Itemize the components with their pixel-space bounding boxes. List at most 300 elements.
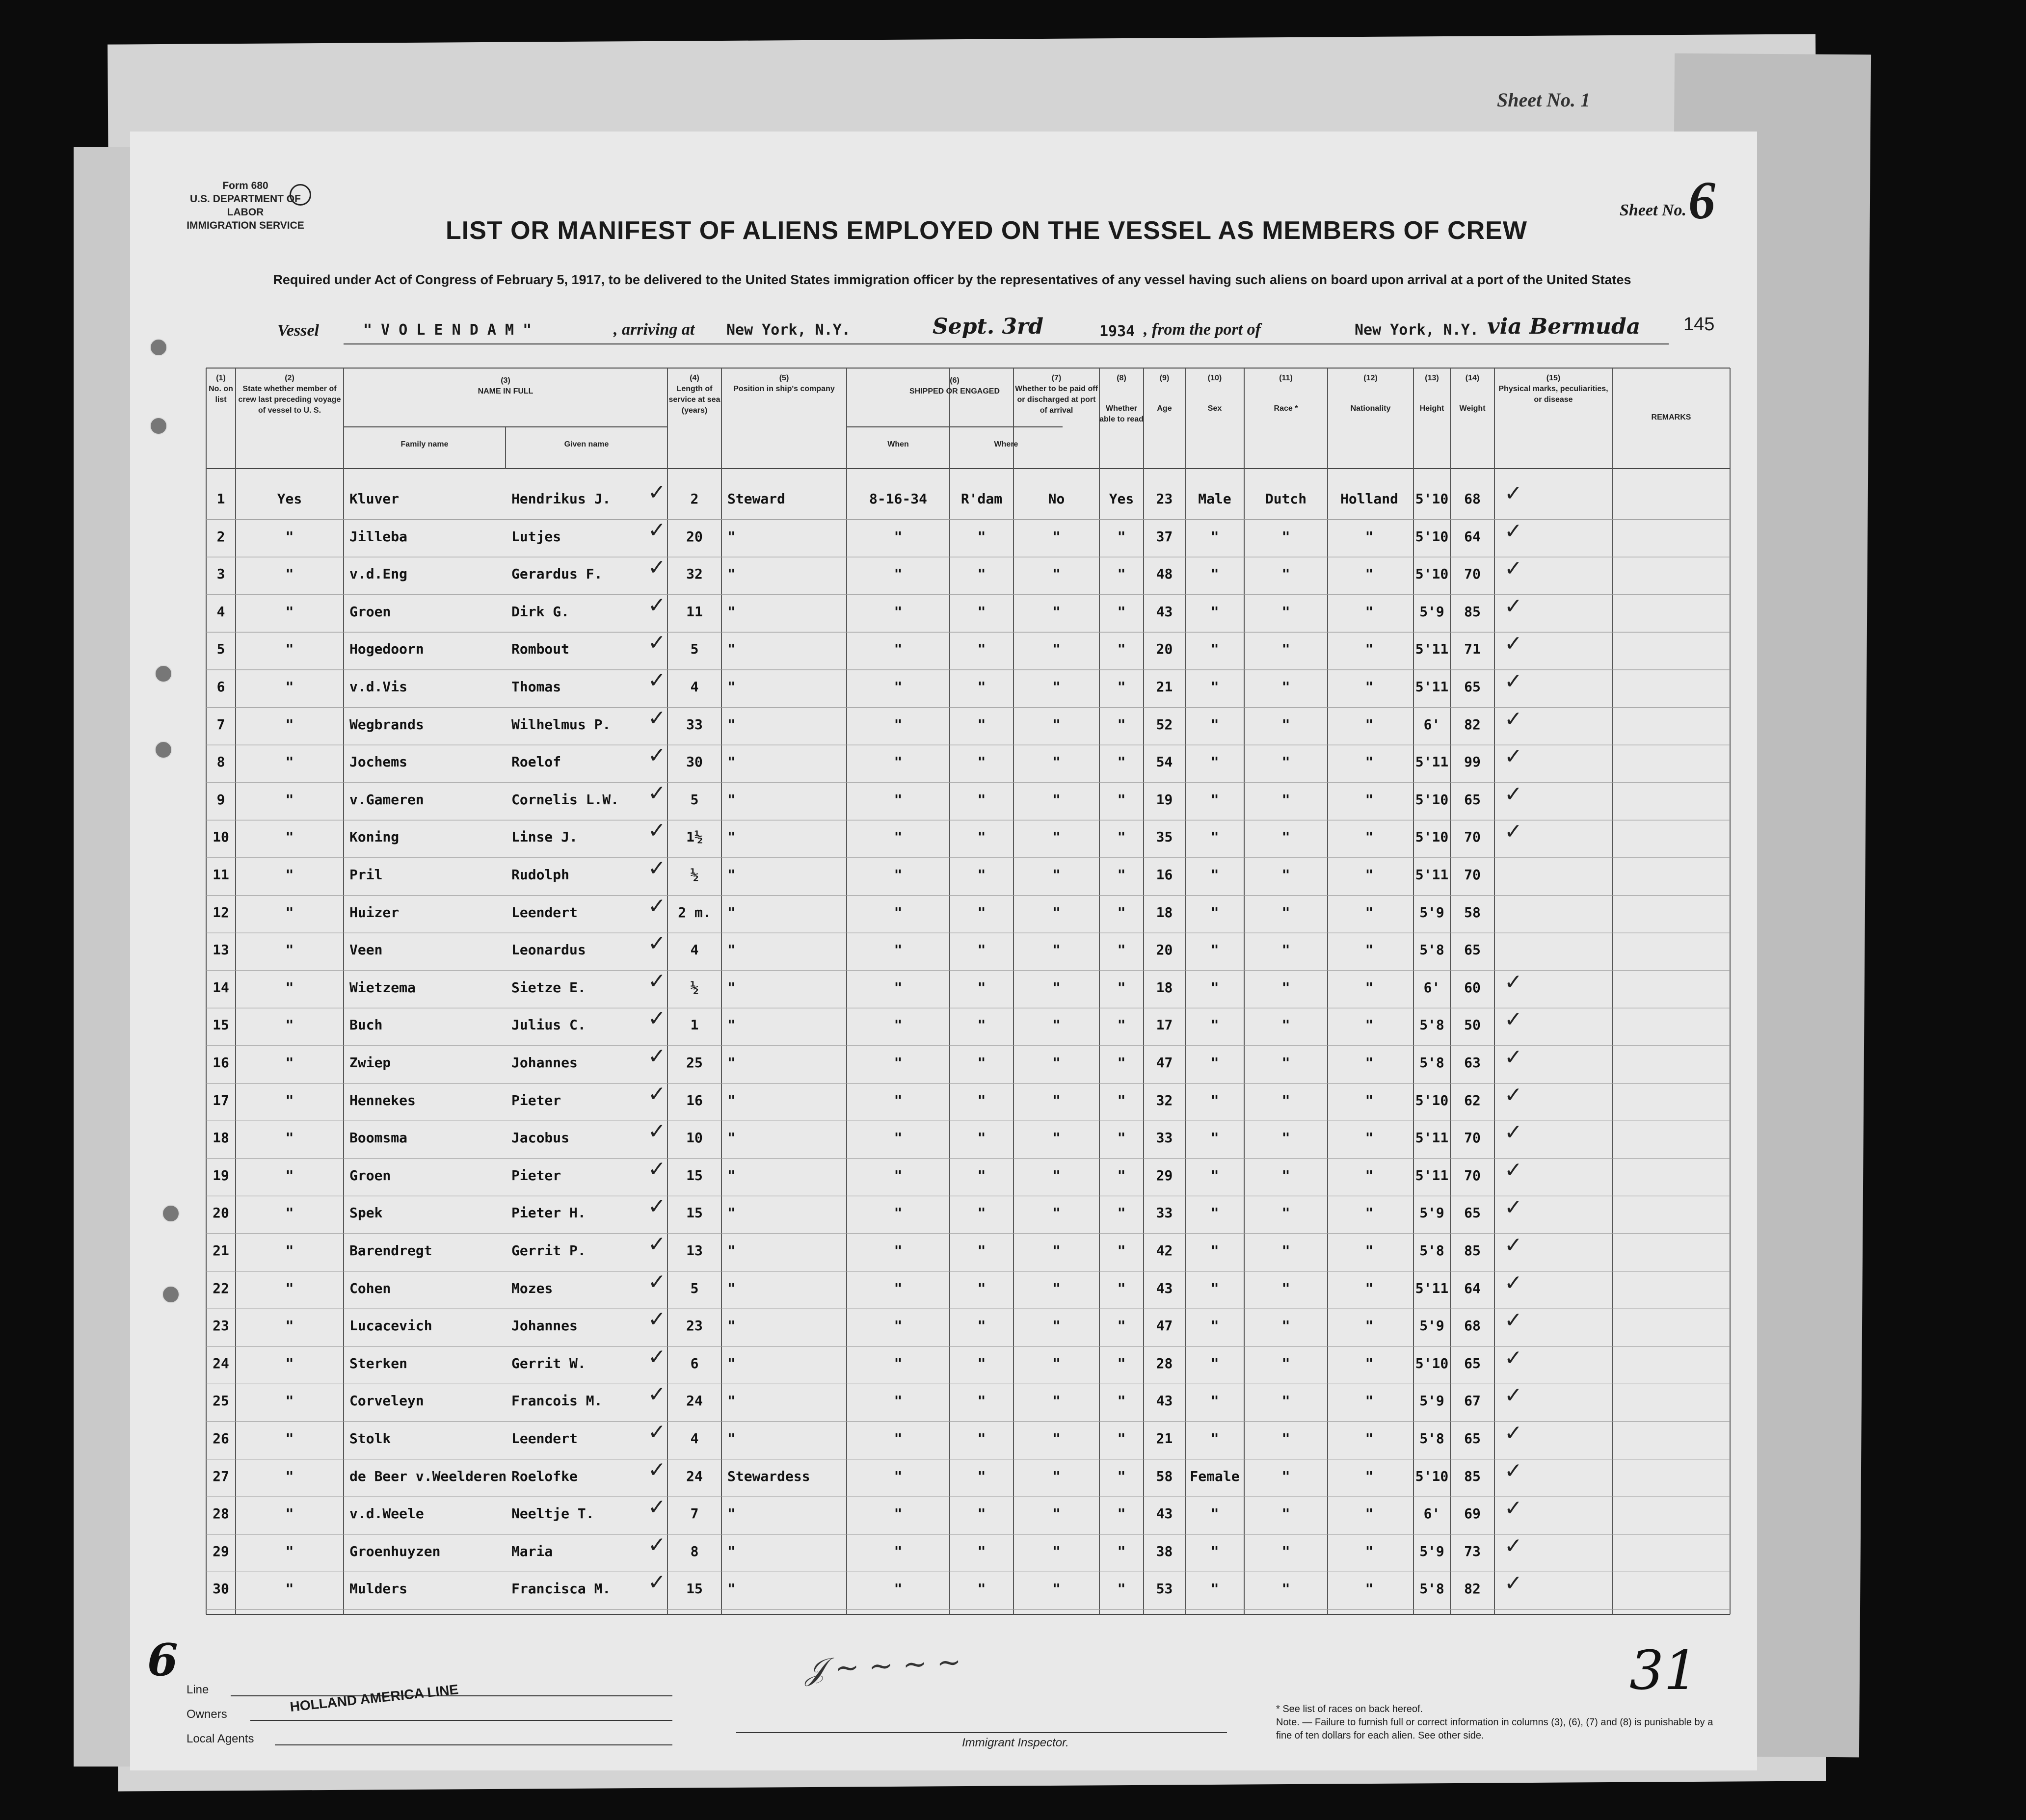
cell-when: "	[894, 1543, 903, 1559]
cell-position: "	[727, 528, 736, 545]
cell-nationality: "	[1365, 716, 1374, 733]
cell-paid: "	[1052, 641, 1061, 658]
cell-read: "	[1117, 791, 1126, 808]
cell-paid: "	[1052, 1355, 1061, 1372]
cell-service: 23	[686, 1318, 703, 1334]
column-header	[1099, 373, 1144, 425]
sheet-number-value: 6	[1688, 170, 1715, 230]
cell-no: 18	[213, 1130, 229, 1146]
cell-sex: "	[1210, 1055, 1219, 1071]
cell-weight: 99	[1464, 754, 1481, 770]
cell-age: 43	[1156, 1505, 1173, 1522]
cell-race: "	[1281, 1167, 1290, 1184]
verification-check-icon: ✓	[648, 968, 666, 994]
cell-read: "	[1117, 1505, 1126, 1522]
cell-when: "	[894, 641, 903, 658]
cell-position: "	[727, 1130, 736, 1146]
cell-sex: "	[1210, 1280, 1219, 1296]
cell-height: 5'8	[1419, 1017, 1444, 1033]
cell-no: 21	[213, 1242, 229, 1259]
cell-sex: "	[1210, 1092, 1219, 1108]
physical-marks-check: ✓	[1504, 518, 1522, 544]
cell-where: "	[977, 566, 986, 582]
cell-read: "	[1117, 1130, 1126, 1146]
cell-where: "	[977, 829, 986, 845]
cell-paid: "	[1052, 1543, 1061, 1559]
cell-race: "	[1281, 1505, 1290, 1522]
column-header	[1612, 412, 1730, 423]
cell-nationality: "	[1365, 1130, 1374, 1146]
cell-when: "	[894, 1280, 903, 1296]
cell-nationality: "	[1365, 566, 1374, 582]
sheet-number-label: Sheet No.	[1620, 201, 1686, 219]
column-number: (2)	[285, 374, 294, 382]
cell-race: "	[1281, 716, 1290, 733]
cell-height: 5'10	[1415, 566, 1449, 582]
cell-family: Jochems	[349, 754, 408, 770]
physical-marks-check: ✓	[1504, 1195, 1522, 1220]
cell-when: "	[894, 1505, 903, 1522]
column-label: Weight	[1459, 404, 1486, 413]
cell-age: 18	[1156, 904, 1173, 921]
cell-read: "	[1117, 867, 1126, 883]
cell-service: 24	[686, 1468, 703, 1484]
cell-position: "	[727, 1505, 736, 1522]
cell-read: "	[1117, 566, 1126, 582]
cell-position: "	[727, 1017, 736, 1033]
cell-read: "	[1117, 1167, 1126, 1184]
cell-family: Sterken	[349, 1355, 408, 1372]
cell-paid: "	[1052, 603, 1061, 620]
column-number: (3)	[501, 376, 510, 385]
cell-when: "	[894, 566, 903, 582]
cell-prev: "	[285, 867, 294, 883]
column-label: NAME IN FULL	[478, 387, 533, 396]
cell-given: Johannes	[511, 1318, 578, 1334]
cell-service: 13	[686, 1242, 703, 1259]
cell-height: 5'10	[1415, 528, 1449, 545]
cell-family: Stolk	[349, 1430, 391, 1447]
cell-sex: "	[1210, 528, 1219, 545]
cell-sex: "	[1210, 716, 1219, 733]
cell-read: "	[1117, 1280, 1126, 1296]
cell-paid: "	[1052, 716, 1061, 733]
cell-when: "	[894, 679, 903, 695]
cell-nationality: "	[1365, 867, 1374, 883]
cell-prev: "	[285, 1205, 294, 1221]
cell-where: "	[977, 754, 986, 770]
cell-height: 5'9	[1419, 1318, 1444, 1334]
cell-given: Pieter	[511, 1092, 561, 1108]
cell-race: "	[1281, 1430, 1290, 1447]
cell-age: 47	[1156, 1055, 1173, 1071]
cell-family: Buch	[349, 1017, 383, 1033]
cell-when: "	[894, 1355, 903, 1372]
cell-no: 2	[216, 528, 225, 545]
cell-weight: 70	[1464, 1130, 1481, 1146]
cell-height: 5'11	[1415, 1130, 1449, 1146]
cell-no: 28	[213, 1505, 229, 1522]
cell-race: "	[1281, 979, 1290, 996]
cell-position: "	[727, 1355, 736, 1372]
column-number: (9)	[1159, 374, 1170, 382]
cell-nationality: "	[1365, 679, 1374, 695]
cell-family: Corveleyn	[349, 1393, 424, 1409]
cell-position: "	[727, 641, 736, 658]
cell-race: "	[1281, 829, 1290, 845]
cell-weight: 65	[1464, 1355, 1481, 1372]
cell-paid: "	[1052, 791, 1061, 808]
column-label: Given name	[564, 440, 609, 448]
cell-weight: 65	[1464, 791, 1481, 808]
cell-weight: 71	[1464, 641, 1481, 658]
cell-given: Julius C.	[511, 1017, 586, 1033]
cell-paid: "	[1052, 979, 1061, 996]
cell-height: 5'9	[1419, 603, 1444, 620]
column-header	[506, 439, 667, 450]
cell-service: ½	[690, 979, 699, 996]
cell-race: "	[1281, 603, 1290, 620]
cell-age: 58	[1156, 1468, 1173, 1484]
cell-family: Boomsma	[349, 1130, 408, 1146]
cell-sex: "	[1210, 1355, 1219, 1372]
physical-marks-check: ✓	[1504, 969, 1522, 995]
cell-when: "	[894, 1468, 903, 1484]
cell-service: 15	[686, 1581, 703, 1597]
cell-where: "	[977, 1092, 986, 1108]
cell-nationality: "	[1365, 528, 1374, 545]
cell-given: Gerardus F.	[511, 566, 603, 582]
cell-prev: "	[285, 1543, 294, 1559]
cell-weight: 63	[1464, 1055, 1481, 1071]
cell-prev: "	[285, 979, 294, 996]
cell-when: "	[894, 716, 903, 733]
physical-marks-check: ✓	[1504, 1082, 1522, 1108]
cell-weight: 62	[1464, 1092, 1481, 1108]
cell-height: 5'11	[1415, 641, 1449, 658]
cell-position: "	[727, 679, 736, 695]
cell-service: ½	[690, 867, 699, 883]
cell-prev: Yes	[277, 491, 302, 507]
column-label: Physical marks, peculiarities, or disease	[1498, 385, 1608, 404]
cell-where: "	[977, 1581, 986, 1597]
column-number: (11)	[1279, 374, 1293, 382]
cell-age: 21	[1156, 679, 1173, 695]
cell-race: "	[1281, 1468, 1290, 1484]
cell-family: v.d.Weele	[349, 1505, 424, 1522]
cell-height: 5'8	[1419, 1581, 1444, 1597]
cell-age: 21	[1156, 1430, 1173, 1447]
cell-no: 6	[216, 679, 225, 695]
verification-check-icon: ✓	[648, 1344, 666, 1370]
cell-service: 25	[686, 1055, 703, 1071]
physical-marks-check: ✓	[1504, 481, 1522, 506]
cell-paid: "	[1052, 566, 1061, 582]
cell-paid: "	[1052, 1280, 1061, 1296]
cell-height: 5'8	[1419, 1055, 1444, 1071]
cell-read: "	[1117, 754, 1126, 770]
column-number: (5)	[779, 374, 789, 382]
cell-when: "	[894, 791, 903, 808]
cell-position: "	[727, 1055, 736, 1071]
cell-sex: "	[1210, 1130, 1219, 1146]
cell-where: "	[977, 1355, 986, 1372]
cell-race: "	[1281, 942, 1290, 958]
verification-check-icon: ✓	[648, 1532, 666, 1557]
cell-where: "	[977, 528, 986, 545]
cell-where: "	[977, 1505, 986, 1522]
verification-check-icon: ✓	[648, 555, 666, 580]
cell-prev: "	[285, 1017, 294, 1033]
cell-position: "	[727, 942, 736, 958]
cell-when: "	[894, 867, 903, 883]
cell-service: 15	[686, 1167, 703, 1184]
cell-sex: "	[1210, 829, 1219, 845]
cell-position: "	[727, 754, 736, 770]
physical-marks-check: ✓	[1504, 744, 1522, 769]
cell-height: 5'11	[1415, 679, 1449, 695]
column-label: Family name	[400, 440, 449, 448]
cell-weight: 70	[1464, 566, 1481, 582]
physical-marks-check: ✓	[1504, 1571, 1522, 1596]
cell-position: "	[727, 1393, 736, 1409]
cell-read: "	[1117, 1092, 1126, 1108]
cell-weight: 73	[1464, 1543, 1481, 1559]
cell-race: "	[1281, 1393, 1290, 1409]
cell-race: "	[1281, 754, 1290, 770]
cell-read: "	[1117, 716, 1126, 733]
cell-read: "	[1117, 942, 1126, 958]
cell-height: 5'11	[1415, 1167, 1449, 1184]
verification-check-icon: ✓	[648, 1307, 666, 1332]
cell-sex: "	[1210, 1017, 1219, 1033]
cell-age: 38	[1156, 1543, 1173, 1559]
cell-age: 52	[1156, 716, 1173, 733]
via-port: via Bermuda	[1487, 314, 1641, 339]
cell-family: Spek	[349, 1205, 383, 1221]
cell-service: 24	[686, 1393, 703, 1409]
column-header	[344, 375, 667, 397]
column-label: Whether able to read	[1099, 404, 1144, 423]
cell-given: Pieter	[511, 1167, 561, 1184]
cell-given: Lutjes	[511, 528, 561, 545]
cell-race: "	[1281, 1242, 1290, 1259]
cell-service: 11	[686, 603, 703, 620]
cell-given: Cornelis L.W.	[511, 791, 619, 808]
cell-race: "	[1281, 1092, 1290, 1108]
verification-check-icon: ✓	[648, 1232, 666, 1257]
cell-given: Rudolph	[511, 867, 570, 883]
cell-no: 27	[213, 1468, 229, 1484]
cell-family: Pril	[349, 867, 383, 883]
local-agents-label: Local Agents	[187, 1732, 254, 1745]
cell-position: "	[727, 716, 736, 733]
cell-position: "	[727, 603, 736, 620]
cell-position: "	[727, 1280, 736, 1296]
cell-given: Gerrit P.	[511, 1242, 586, 1259]
cell-where: "	[977, 791, 986, 808]
cell-position: "	[727, 566, 736, 582]
cell-read: "	[1117, 1242, 1126, 1259]
cell-prev: "	[285, 1167, 294, 1184]
cell-weight: 65	[1464, 679, 1481, 695]
cell-family: Wietzema	[349, 979, 416, 996]
cell-nationality: "	[1365, 829, 1374, 845]
cell-sex: "	[1210, 603, 1219, 620]
cell-where: "	[977, 1280, 986, 1296]
cell-paid: "	[1052, 1130, 1061, 1146]
cell-nationality: "	[1365, 1393, 1374, 1409]
from-port-label: , from the port of	[1144, 320, 1261, 339]
arrival-year: 1934	[1099, 323, 1135, 340]
cell-sex: "	[1210, 1242, 1219, 1259]
cell-when: "	[894, 942, 903, 958]
column-label: Height	[1419, 404, 1444, 413]
cell-nationality: "	[1365, 942, 1374, 958]
column-label: No. on list	[209, 385, 233, 404]
cell-paid: "	[1052, 1205, 1061, 1221]
cell-family: Groen	[349, 1167, 391, 1184]
cell-height: 5'9	[1419, 1393, 1444, 1409]
verification-check-icon: ✓	[648, 818, 666, 844]
margin-mark: 6	[147, 1634, 178, 1686]
column-header	[206, 373, 236, 405]
vessel-name: " V O L E N D A M "	[363, 321, 532, 339]
cell-sex: "	[1210, 754, 1219, 770]
cell-age: 43	[1156, 603, 1173, 620]
cell-when: "	[894, 1167, 903, 1184]
cell-nationality: "	[1365, 1505, 1374, 1522]
cell-weight: 70	[1464, 829, 1481, 845]
cell-read: "	[1117, 1430, 1126, 1447]
cell-family: v.d.Vis	[349, 679, 408, 695]
cell-read: "	[1117, 1543, 1126, 1559]
cell-family: Barendregt	[349, 1242, 432, 1259]
cell-prev: "	[285, 754, 294, 770]
cell-family: Zwiep	[349, 1055, 391, 1071]
cell-family: Wegbrands	[349, 716, 424, 733]
column-label: Whether to be paid off or discharged at port of arrival	[1015, 385, 1098, 415]
cell-race: "	[1281, 528, 1290, 545]
cell-sex: "	[1210, 1581, 1219, 1597]
cell-where: "	[977, 716, 986, 733]
column-header	[1328, 373, 1413, 414]
verification-check-icon: ✓	[648, 1119, 666, 1144]
cell-when: "	[894, 1581, 903, 1597]
cell-age: 53	[1156, 1581, 1173, 1597]
cell-given: Maria	[511, 1543, 553, 1559]
cell-family: Groenhuyzen	[349, 1543, 441, 1559]
cell-given: Wilhelmus P.	[511, 716, 611, 733]
cell-sex: "	[1210, 1318, 1219, 1334]
cell-service: 10	[686, 1130, 703, 1146]
cell-service: 1	[690, 1017, 699, 1033]
inspector-label: Immigrant Inspector.	[962, 1736, 1069, 1749]
physical-marks-check: ✓	[1504, 1233, 1522, 1258]
cell-age: 33	[1156, 1205, 1173, 1221]
cell-position: "	[727, 979, 736, 996]
cell-paid: "	[1052, 1017, 1061, 1033]
column-label: Position in ship's company	[733, 385, 835, 393]
cell-when: "	[894, 528, 903, 545]
cell-race: "	[1281, 1543, 1290, 1559]
column-header	[950, 439, 1063, 450]
cell-where: "	[977, 867, 986, 883]
cell-prev: "	[285, 1505, 294, 1522]
column-header	[1450, 373, 1494, 414]
column-header	[721, 373, 847, 395]
column-header	[1185, 373, 1244, 414]
cell-sex: "	[1210, 1205, 1219, 1221]
cell-nationality: "	[1365, 1280, 1374, 1296]
cell-weight: 85	[1464, 603, 1481, 620]
column-label: SHIPPED OR ENGAGED	[909, 387, 1000, 396]
cell-given: Pieter H.	[511, 1205, 586, 1221]
cell-race: "	[1281, 904, 1290, 921]
cell-prev: "	[285, 904, 294, 921]
cell-service: 4	[690, 1430, 699, 1447]
cell-height: 5'9	[1419, 1543, 1444, 1559]
physical-marks-check: ✓	[1504, 1383, 1522, 1408]
verification-check-icon: ✓	[648, 630, 666, 656]
cell-prev: "	[285, 716, 294, 733]
column-header	[1413, 373, 1450, 414]
cell-weight: 85	[1464, 1242, 1481, 1259]
cell-paid: "	[1052, 1318, 1061, 1334]
cell-sex: "	[1210, 1543, 1219, 1559]
page-subtitle: Required under Act of Congress of February 5, 1917, to be delivered to the United States immigration officer by the representatives of any vessel having such aliens on board upon arrival at a port of the United States	[273, 272, 1631, 287]
cell-prev: "	[285, 603, 294, 620]
cell-nationality: "	[1365, 1581, 1374, 1597]
cell-read: "	[1117, 603, 1126, 620]
physical-marks-check: ✓	[1504, 1308, 1522, 1333]
cell-height: 5'8	[1419, 942, 1444, 958]
physical-marks-check: ✓	[1504, 669, 1522, 694]
cell-race: "	[1281, 1355, 1290, 1372]
cell-service: 5	[690, 791, 699, 808]
cell-family: Kluver	[349, 491, 400, 507]
verification-check-icon: ✓	[648, 743, 666, 768]
cell-given: Leendert	[511, 1430, 578, 1447]
cell-given: Hendrikus J.	[511, 491, 611, 507]
cell-when: 8-16-34	[869, 491, 927, 507]
column-number: (6)	[950, 376, 960, 385]
cell-nationality: "	[1365, 1055, 1374, 1071]
column-label: Length of service at sea (years)	[668, 385, 720, 415]
cell-age: 23	[1156, 491, 1173, 507]
owners-label: Owners	[187, 1708, 227, 1721]
cell-sex: "	[1210, 641, 1219, 658]
cell-read: "	[1117, 641, 1126, 658]
cell-prev: "	[285, 679, 294, 695]
cell-when: "	[894, 1205, 903, 1221]
physical-marks-check: ✓	[1504, 1045, 1522, 1070]
cell-prev: "	[285, 1242, 294, 1259]
cell-given: Rombout	[511, 641, 570, 658]
cell-when: "	[894, 979, 903, 996]
cell-service: 15	[686, 1205, 703, 1221]
physical-marks-check: ✓	[1504, 1007, 1522, 1032]
verification-check-icon: ✓	[648, 592, 666, 618]
cell-prev: "	[285, 1581, 294, 1597]
owners-underline	[250, 1720, 672, 1721]
cell-service: 6	[690, 1355, 699, 1372]
inspector-underline	[736, 1732, 1227, 1733]
cell-height: 5'10	[1415, 1355, 1449, 1372]
cell-position: "	[727, 1430, 736, 1447]
cell-prev: "	[285, 829, 294, 845]
cell-age: 43	[1156, 1393, 1173, 1409]
